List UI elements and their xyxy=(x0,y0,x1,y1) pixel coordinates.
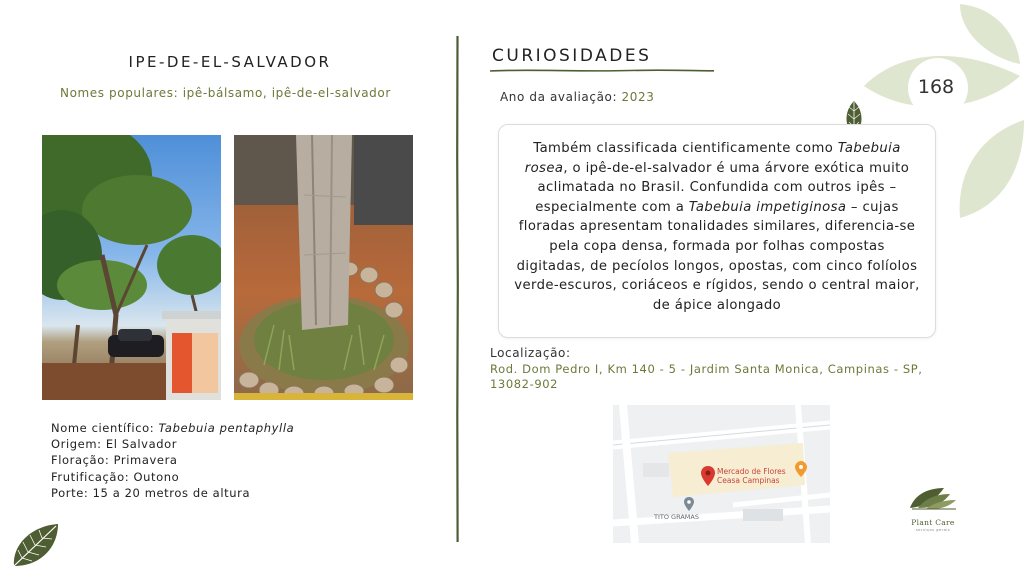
description-italic-2: Tabebuia impetiginosa xyxy=(688,199,847,215)
location-map[interactable] xyxy=(613,405,830,543)
brand-name: Plant Care xyxy=(911,518,955,527)
description-text-2: , o ipê-de-el-salvador é uma árvore exótica muito aclimatada no Brasil. Confundida com outros ipês – especialmente com a xyxy=(535,160,910,215)
location-address: Rod. Dom Pedro I, Km 140 - 5 - Jardim Santa Monica, Campinas - SP, 13082-902 xyxy=(490,362,923,391)
leaf-decoration-top-right-icon xyxy=(860,0,1024,230)
column-divider xyxy=(456,36,459,542)
page-number: 168 xyxy=(917,76,955,98)
origin-row xyxy=(51,436,177,453)
evaluation-year-value: 2023 xyxy=(621,90,655,104)
food-place-icon[interactable] xyxy=(795,461,807,477)
fruiting-row xyxy=(51,469,179,486)
scientific-name-label: Nome científico: xyxy=(51,421,155,435)
flowering-row xyxy=(51,452,178,469)
fruiting-value: Outono xyxy=(133,470,180,484)
leaf-decoration-bottom-left-icon xyxy=(8,520,64,572)
evaluation-year xyxy=(500,90,655,104)
page-title: IPE-DE-EL-SALVADOR xyxy=(128,53,332,71)
map-place-name-line2: Ceasa Campinas xyxy=(717,476,780,485)
flowering-label: Floração: xyxy=(51,453,110,467)
secondary-map-pin-icon[interactable] xyxy=(684,497,694,511)
plant-care-logo-icon xyxy=(900,484,966,514)
common-names-value: ipê-bálsamo, ipê-de-el-salvador xyxy=(182,86,391,100)
scientific-name-value: Tabebuia pentaphylla xyxy=(158,421,295,435)
flowering-value: Primavera xyxy=(113,453,178,467)
map-place-name-line1: Mercado de Flores xyxy=(717,467,786,476)
size-row xyxy=(51,485,250,502)
description-text-1: Também classificada cientificamente como xyxy=(533,141,838,156)
common-names-label: Nomes populares: xyxy=(60,86,179,100)
brand-tagline: serviços gerais xyxy=(915,527,951,532)
fruiting-label: Frutificação: xyxy=(51,470,130,484)
tree-photo-canopy xyxy=(42,135,221,400)
secondary-place-label: TITO GRAMAS xyxy=(654,513,699,521)
size-value: 15 a 20 metros de altura xyxy=(92,486,251,500)
origin-label: Origem: xyxy=(51,437,102,451)
location-label: Localização: xyxy=(490,346,571,360)
origin-value: El Salvador xyxy=(105,437,178,451)
map-place-label[interactable] xyxy=(717,467,786,485)
common-names xyxy=(60,86,412,100)
brand-logo xyxy=(900,484,966,532)
section-heading: CURIOSIDADES xyxy=(492,46,652,66)
map-pin-icon[interactable] xyxy=(701,466,715,486)
tree-photo-trunk xyxy=(234,135,413,400)
evaluation-year-label: Ano da avaliação: xyxy=(500,90,618,104)
scientific-name-row xyxy=(51,420,294,437)
description-text-3: – cujas floradas apresentam tonalidades similares, diferencia-se pela copa densa, formada por folhas compostas digitadas, de pecíolos longos, opostas, com cinco folíolos verde-escuros, coriáceos e rígidos, sendo o central maior, de ápice alongado xyxy=(514,199,920,313)
size-label: Porte: xyxy=(51,486,89,500)
description-italic-1: Tabebuia rosea xyxy=(524,141,901,176)
heading-underline xyxy=(490,68,714,74)
